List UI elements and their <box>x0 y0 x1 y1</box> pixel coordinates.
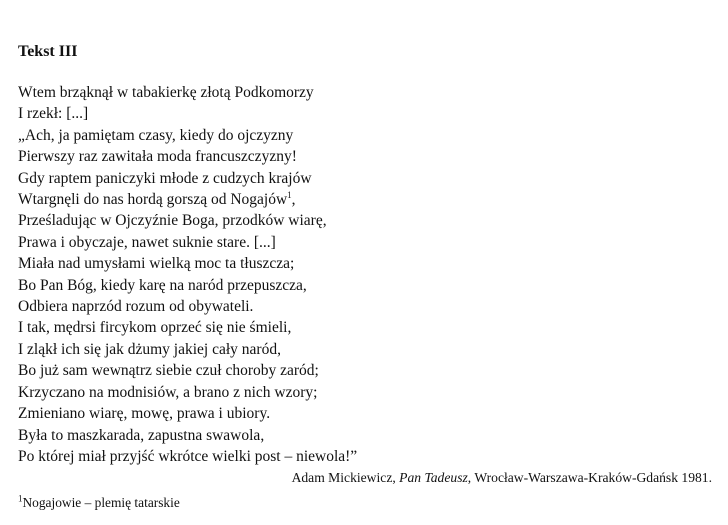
footnote <box>18 494 180 512</box>
document-title: Tekst III <box>18 43 78 60</box>
poem-line-10: Bo Pan Bóg, kiedy karę na naród przepuszcza, <box>18 276 307 294</box>
poem-line-6-comma: , <box>291 191 296 209</box>
poem-line-2: I rzekł: [...] <box>18 105 89 123</box>
poem-line-1: Wtem brząknął w tabakierkę złotą Podkomorzy <box>18 84 314 101</box>
poem-line-8: Prawa i obyczaje, nawet suknie stare. [...] <box>18 233 276 251</box>
poem-line-3: „Ach, ja pamiętam czasy, kiedy do ojczyzny <box>18 126 294 144</box>
poem-line-7: Prześladując w Ojczyźnie Boga, przodków wiarę, <box>18 212 327 230</box>
poem-line-13: I zląkł ich się jak dżumy jakiej cały naród, <box>18 340 281 358</box>
footnote-marker: 1 <box>18 493 23 504</box>
poem-line-12: I tak, mędrsi fircykom oprzeć się nie śmieli, <box>18 319 292 337</box>
poem-line-15: Krzyczano na modnisiów, a brano z nich wzory; <box>18 383 318 401</box>
poem-line-6-text: Wtargnęli do nas hordą gorszą od Nogajów <box>18 191 288 209</box>
poem-line-14: Bo już sam wewnątrz siebie czuł choroby zaród; <box>18 362 319 380</box>
source-work-title: Pan Tadeusz <box>399 470 468 485</box>
footnote-text: Nogajowie – plemię tatarskie <box>22 495 180 510</box>
source-author: Adam Mickiewicz, <box>291 470 400 485</box>
poem-line-11: Odbiera naprzód rozum od obywateli. <box>18 298 254 316</box>
poem-line-17: Była to maszkarada, zapustna swawola, <box>18 426 265 444</box>
poem-line-5: Gdy raptem paniczyki młode z cudzych krajów <box>18 169 312 187</box>
footnote-reference-marker: 1 <box>287 189 292 200</box>
poem-line-6 <box>18 189 357 210</box>
poem-line-9: Miała nad umysłami wielką moc ta tłuszcza; <box>18 255 295 273</box>
source-citation <box>292 469 712 487</box>
poem-line-16: Zmieniano wiarę, mowę, prawa i ubiory. <box>18 405 271 423</box>
source-publication-details: , Wrocław-Warszawa-Kraków-Gdańsk 1981. <box>467 470 712 485</box>
poem-text <box>18 82 357 467</box>
poem-line-4: Pierwszy raz zawitała moda francuszczyzny! <box>18 148 297 166</box>
poem-line-18: Po której miał przyjść wkrótce wielki post – niewola!” <box>18 447 358 465</box>
